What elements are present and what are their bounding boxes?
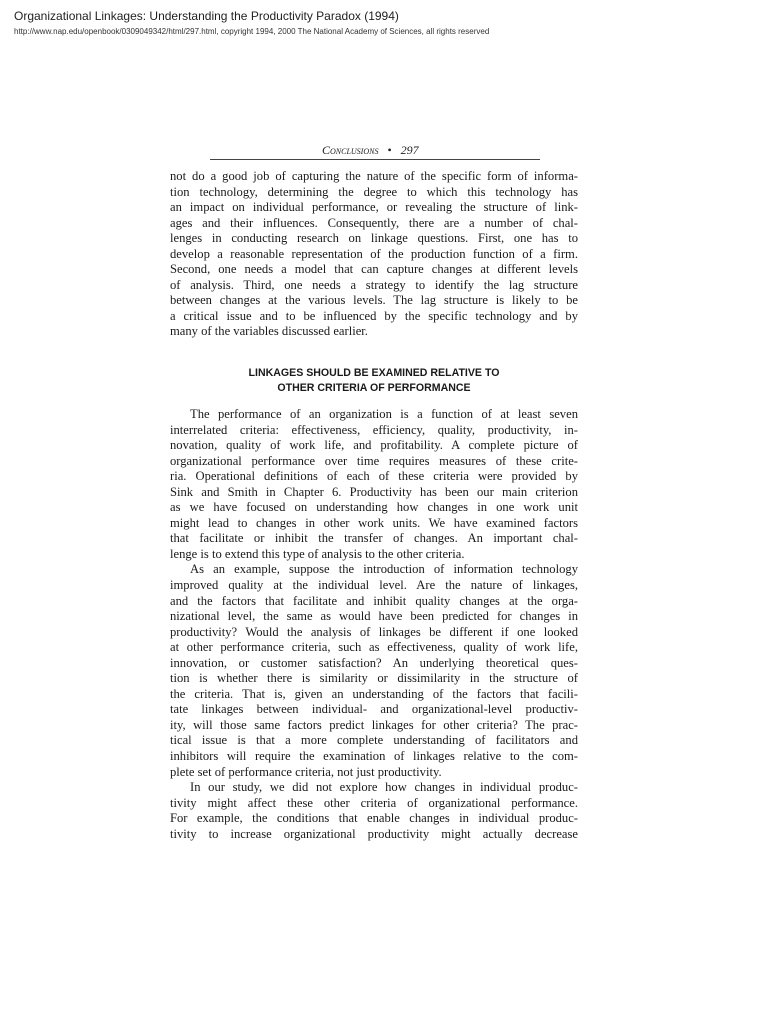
text-line: lenge is to extend this type of analysis to the other criteria. xyxy=(170,546,465,561)
text-line: develop a reasonable representation of the production function of a firm. xyxy=(170,246,578,261)
running-head xyxy=(322,143,419,158)
page-number: 297 xyxy=(400,143,419,157)
text-line: at other performance criteria, such as effectiveness, quality of work life, xyxy=(170,640,578,655)
text-line: productivity? Would the analysis of linkages be different if one looked xyxy=(170,624,578,639)
text-line: interrelated criteria: effectiveness, efficiency, quality, productivity, in- xyxy=(170,422,578,437)
text-line: As an example, suppose the introduction of information technology xyxy=(190,562,578,577)
text-line: For example, the conditions that enable changes in individual produc- xyxy=(170,811,578,826)
text-line: between changes at the various levels. The lag structure is likely to be xyxy=(170,293,578,308)
running-head-separator: • xyxy=(387,143,392,157)
text-line: lenges in conducting research on linkage questions. First, one has to xyxy=(170,231,578,246)
text-line: innovation, or customer satisfaction? An underlying theoretical ques- xyxy=(170,655,578,670)
text-line: ity, will those same factors predict linkages for other criteria? The prac- xyxy=(170,717,578,732)
text-line: tion technology, determining the degree to which this technology has xyxy=(170,184,578,199)
text-line: inhibitors will require the examination of linkages relative to the com- xyxy=(170,749,578,764)
text-line: of analysis. Third, one needs a strategy to identify the lag structure xyxy=(170,277,578,292)
running-head-section: Conclusions xyxy=(322,143,379,157)
section-body xyxy=(170,407,578,842)
text-line: plete set of performance criteria, not just productivity. xyxy=(170,764,442,779)
text-line: as we have focused on understanding how changes in one work unit xyxy=(170,500,578,515)
text-line: improved quality at the individual level. Are the nature of linkages, xyxy=(170,578,578,593)
section-heading-line: LINKAGES SHOULD BE EXAMINED RELATIVE TO xyxy=(248,367,500,379)
text-line: nizational level, the same as would have been predicted for changes in xyxy=(170,609,578,624)
text-line: tion is whether there is similarity or dissimilarity in the structure of xyxy=(170,671,578,686)
text-line: tivity to increase organizational productivity might actually decrease xyxy=(170,826,578,841)
header-rule xyxy=(210,159,540,160)
section-heading xyxy=(170,366,578,396)
text-line: might lead to changes in other work units. We have examined factors xyxy=(170,515,578,530)
text-line: tical issue is that a more complete understanding of facilitators and xyxy=(170,733,578,748)
text-line: many of the variables discussed earlier. xyxy=(170,324,368,339)
text-line: In our study, we did not explore how changes in individual produc- xyxy=(190,780,578,795)
text-line: the criteria. That is, given an understanding of the factors that facili- xyxy=(170,686,578,701)
text-line: The performance of an organization is a function of at least seven xyxy=(190,407,578,421)
document-source-url: http://www.nap.edu/openbook/0309049342/html/297.html, copyright 1994, 2000 The National Academy of Sciences, all rights reserved xyxy=(14,27,490,36)
text-line: tate linkages between individual- and organizational-level productiv- xyxy=(170,702,578,717)
document-header-title: Organizational Linkages: Understanding the Productivity Paradox (1994) xyxy=(14,9,399,23)
text-line: not do a good job of capturing the nature of the specific form of informa- xyxy=(170,169,578,183)
text-line: and the factors that facilitate and inhibit quality changes at the orga- xyxy=(170,593,578,608)
text-line: Second, one needs a model that can capture changes at different levels xyxy=(170,262,578,277)
paragraph-continued xyxy=(170,169,578,340)
text-line: that facilitate or inhibit the transfer of changes. An important chal- xyxy=(170,531,578,546)
text-line: ria. Operational definitions of each of these criteria were provided by xyxy=(170,469,578,484)
text-line: novation, quality of work life, and profitability. A complete picture of xyxy=(170,438,578,453)
text-line: an impact on individual performance, or revealing the structure of link- xyxy=(170,200,578,215)
text-line: Sink and Smith in Chapter 6. Productivity has been our main criterion xyxy=(170,484,578,499)
section-heading-line: OTHER CRITERIA OF PERFORMANCE xyxy=(277,382,471,394)
text-line: organizational performance over time requires measures of these crite- xyxy=(170,453,578,468)
text-line: a critical issue and to be influenced by the specific technology and by xyxy=(170,308,578,323)
text-line: tivity might affect these other criteria of organizational performance. xyxy=(170,795,578,810)
text-line: ages and their influences. Consequently, there are a number of chal- xyxy=(170,215,578,230)
